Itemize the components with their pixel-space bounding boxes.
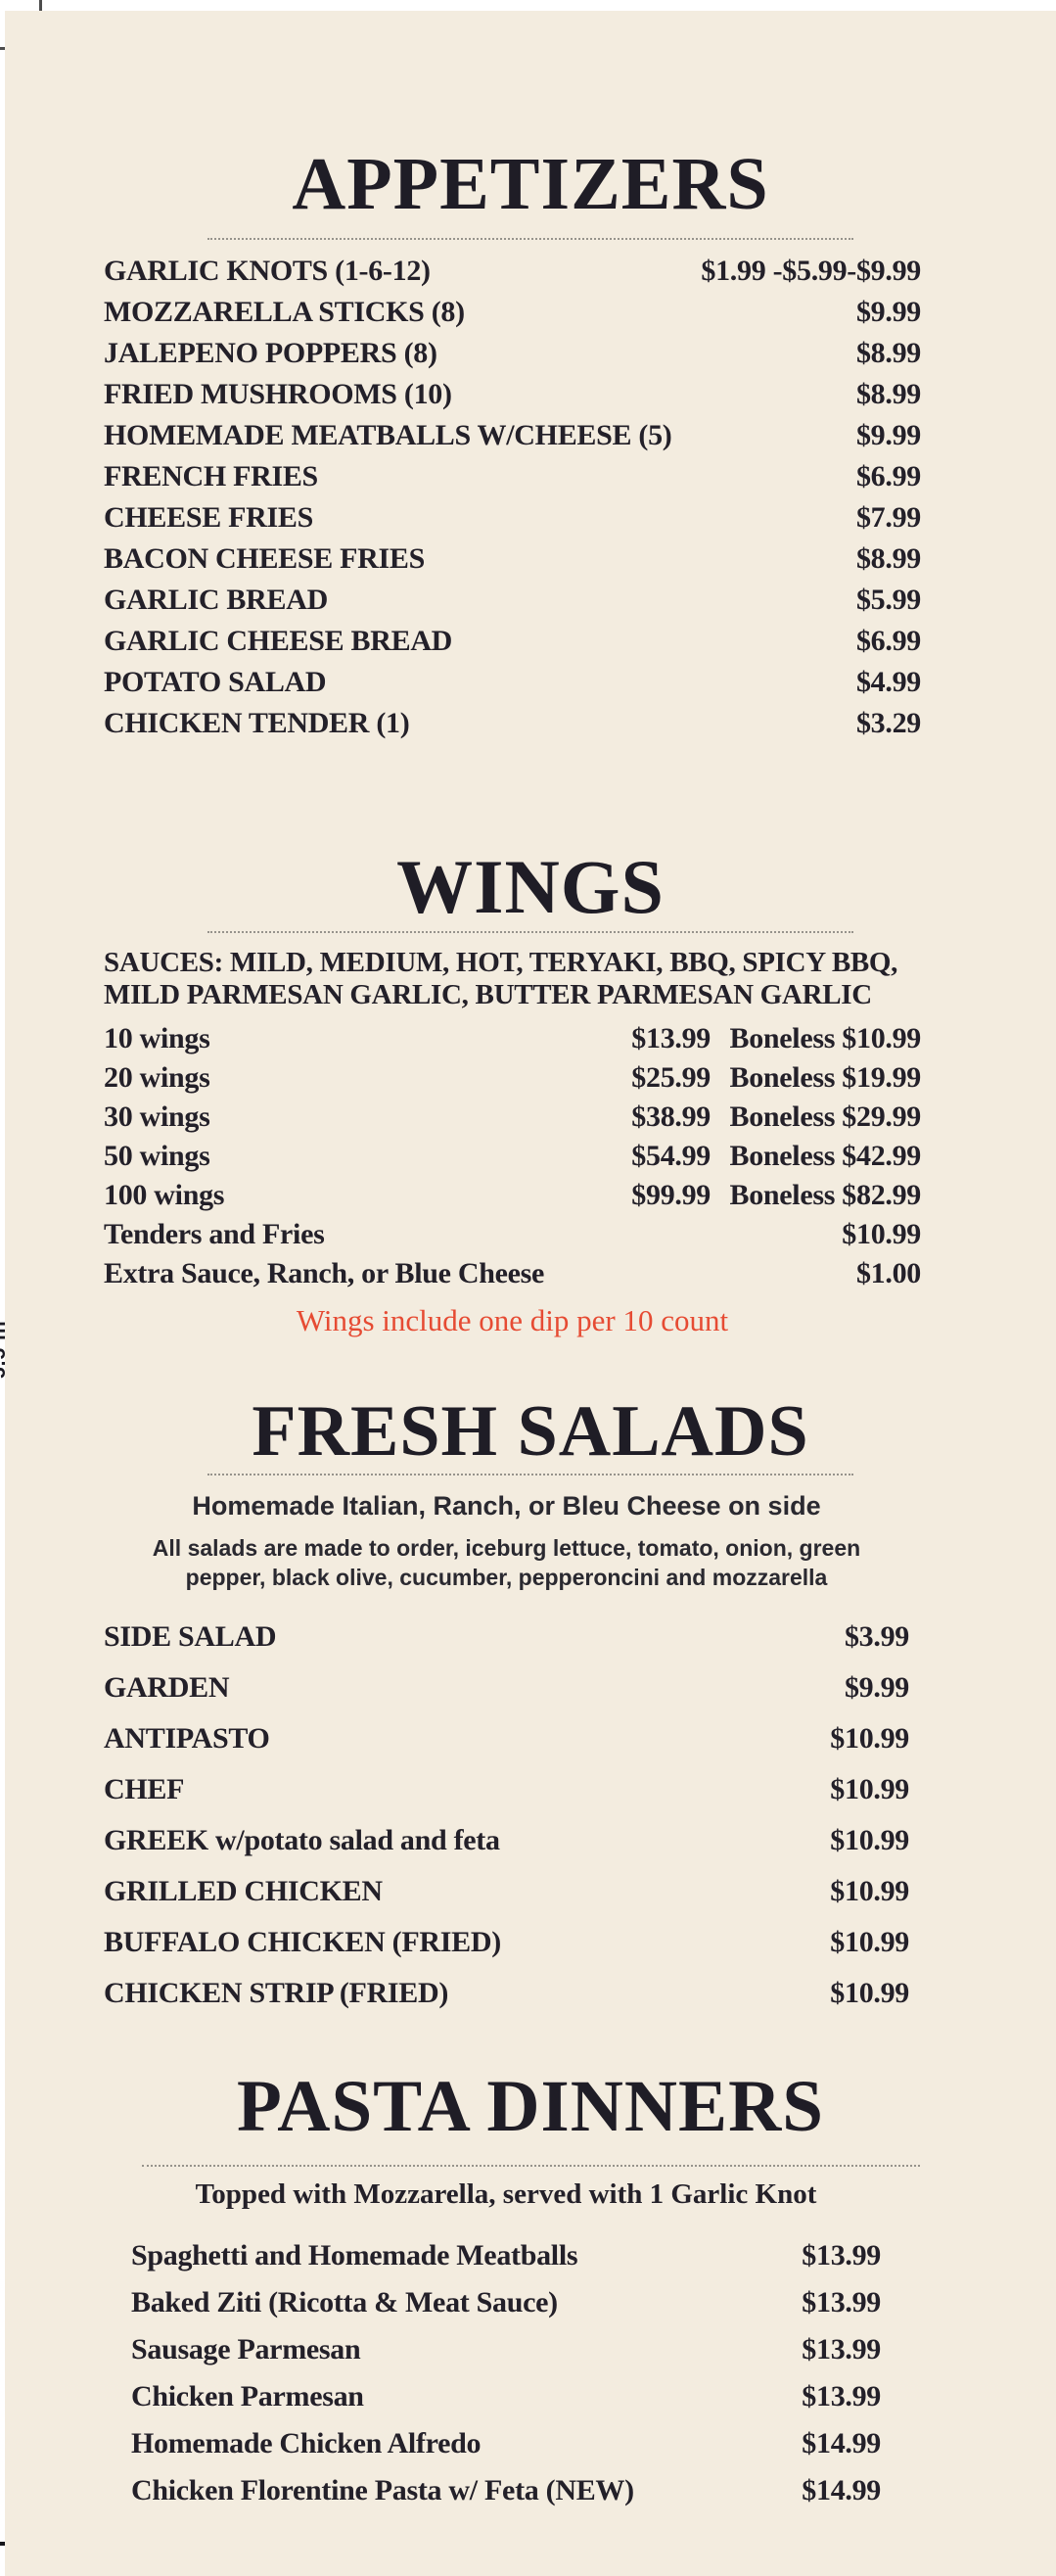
item-price: $10.99 [842, 1218, 921, 1250]
item-price: $5.99 [855, 584, 921, 616]
pasta-title: PASTA DINNERS [237, 2066, 824, 2147]
item-price: $10.99 [830, 1875, 909, 1907]
item-name: BUFFALO CHICKEN (FRIED) [104, 1926, 501, 1958]
item-price: $10.99 [830, 1926, 909, 1958]
item-name: MOZZARELLA STICKS (8) [104, 296, 465, 328]
item-name: Chicken Florentine Pasta w/ Feta (NEW) [131, 2474, 634, 2506]
item-name: BACON CHEESE FRIES [104, 542, 426, 575]
item-name: GARLIC CHEESE BREAD [104, 625, 453, 657]
item-boneless-price: Boneless $10.99 [729, 1022, 921, 1054]
sauces-line: MILD PARMESAN GARLIC, BUTTER PARMESAN GARLIC [104, 979, 872, 1010]
menu-item-row [131, 2326, 881, 2373]
item-price: $8.99 [855, 378, 921, 410]
section-pasta-dinners [5, 2066, 1056, 2514]
item-name: Spaghetti and Homemade Meatballs [131, 2239, 578, 2272]
wings-title: WINGS [396, 844, 665, 929]
item-price: $14.99 [802, 2474, 881, 2506]
item-name: CHICKEN TENDER (1) [104, 707, 410, 739]
section-divider [207, 238, 853, 240]
item-boneless-price: Boneless $82.99 [729, 1179, 921, 1211]
item-price: $10.99 [830, 1722, 909, 1755]
menu-item-row [104, 497, 921, 539]
menu-item-row [104, 1866, 909, 1917]
wings-row [104, 1137, 921, 1176]
item-price: $10.99 [830, 1977, 909, 2009]
item-price: $9.99 [855, 419, 921, 451]
item-name: 50 wings [104, 1140, 210, 1172]
wings-dip-note: Wings include one dip per 10 count [296, 1303, 729, 1337]
item-name: HOMEMADE MEATBALLS W/CHEESE (5) [104, 419, 672, 451]
item-price: $9.99 [855, 296, 921, 328]
menu-item-row [131, 2373, 881, 2420]
section-divider [142, 2165, 920, 2167]
item-price: $6.99 [855, 460, 921, 492]
menu-item-row [104, 1612, 909, 1663]
menu-item-row [104, 1663, 909, 1713]
item-name: CHEF [104, 1773, 185, 1805]
item-name: 20 wings [104, 1061, 210, 1094]
item-boneless-price: Boneless $29.99 [729, 1101, 921, 1133]
item-price: $3.99 [844, 1620, 909, 1653]
salads-dressings-note: Homemade Italian, Ranch, or Bleu Cheese on side [192, 1491, 821, 1521]
item-name: SIDE SALAD [104, 1620, 277, 1653]
wings-sauces-list [104, 947, 921, 1011]
item-name: POTATO SALAD [104, 666, 327, 698]
item-name: Homemade Chicken Alfredo [131, 2427, 482, 2459]
wings-row [104, 1019, 921, 1058]
menu-item-row [104, 621, 921, 662]
menu-item-row [104, 1764, 909, 1815]
section-appetizers [5, 143, 1056, 744]
item-price: $38.99 [631, 1101, 711, 1133]
item-price: $4.99 [855, 666, 921, 698]
menu-item-row [104, 1815, 909, 1866]
item-name: GARLIC KNOTS (1-6-12) [104, 255, 431, 287]
item-name: CHICKEN STRIP (FRIED) [104, 1977, 449, 2009]
menu-item-row [104, 456, 921, 497]
item-name: CHEESE FRIES [104, 501, 313, 534]
item-price: $99.99 [631, 1179, 711, 1211]
item-price: $54.99 [631, 1140, 711, 1172]
item-price: $14.99 [802, 2427, 881, 2459]
section-divider [207, 1474, 853, 1475]
menu-item-row [104, 1254, 921, 1293]
menu-item-row [104, 374, 921, 415]
section-divider [207, 931, 853, 933]
item-name: 30 wings [104, 1101, 210, 1133]
item-name: GREEK w/potato salad and feta [104, 1824, 500, 1856]
menu-item-row [104, 292, 921, 333]
item-name: Extra Sauce, Ranch, or Blue Cheese [104, 1257, 545, 1289]
salads-title: FRESH SALADS [252, 1391, 809, 1472]
item-name: Chicken Parmesan [131, 2380, 364, 2412]
menu-item-row [104, 415, 921, 456]
wings-row [104, 1058, 921, 1098]
item-name: GRILLED CHICKEN [104, 1875, 383, 1907]
menu-item-row [104, 251, 921, 292]
item-price: $10.99 [830, 1773, 909, 1805]
menu-item-row [104, 333, 921, 374]
item-name: GARLIC BREAD [104, 584, 328, 616]
menu-item-row [104, 1713, 909, 1764]
menu-item-row [104, 662, 921, 703]
salads-description: All salads are made to order, iceburg lettuce, tomato, onion, green pepper, black olive, cucumber, pepperoncini and mozzarella [152, 1535, 861, 1590]
item-name: 100 wings [104, 1179, 225, 1211]
item-price: $1.00 [855, 1257, 921, 1289]
item-price: $6.99 [855, 625, 921, 657]
menu-item-row [104, 1215, 921, 1254]
item-price: $3.29 [855, 707, 921, 739]
item-price: $13.99 [631, 1022, 711, 1054]
item-price: $7.99 [855, 501, 921, 534]
menu-item-row [104, 703, 921, 744]
item-boneless-price: Boneless $42.99 [729, 1140, 921, 1172]
item-price: $9.99 [844, 1671, 909, 1704]
item-boneless-price: Boneless $19.99 [729, 1061, 921, 1094]
item-price: $8.99 [855, 337, 921, 369]
wings-row [104, 1098, 921, 1137]
item-name: GARDEN [104, 1671, 230, 1704]
item-name: Baked Ziti (Ricotta & Meat Sauce) [131, 2286, 558, 2318]
item-price: $25.99 [631, 1061, 711, 1094]
item-price: $13.99 [802, 2239, 881, 2272]
sauces-line: SAUCES: MILD, MEDIUM, HOT, TERYAKI, BBQ, SPICY BBQ, [104, 947, 898, 978]
menu-item-row [104, 1968, 909, 2019]
item-name: JALEPENO POPPERS (8) [104, 337, 437, 369]
item-name: Tenders and Fries [104, 1218, 325, 1250]
item-price: $13.99 [802, 2380, 881, 2412]
section-wings [5, 844, 1056, 1338]
item-name: FRIED MUSHROOMS (10) [104, 378, 452, 410]
pasta-description: Topped with Mozzarella, served with 1 Garlic Knot [195, 2178, 817, 2210]
menu-item-row [104, 1917, 909, 1968]
wings-row [104, 1176, 921, 1215]
menu-item-row [131, 2232, 881, 2279]
section-fresh-salads [5, 1391, 1056, 2019]
menu-item-row [131, 2420, 881, 2467]
item-name: ANTIPASTO [104, 1722, 270, 1755]
item-price: $1.99 -$5.99-$9.99 [701, 255, 921, 287]
item-name: FRENCH FRIES [104, 460, 318, 492]
item-name: 10 wings [104, 1022, 210, 1054]
item-price: $13.99 [802, 2333, 881, 2365]
item-price: $13.99 [802, 2286, 881, 2318]
item-price: $8.99 [855, 542, 921, 575]
item-name: Sausage Parmesan [131, 2333, 361, 2365]
menu-page [5, 11, 1056, 2576]
appetizers-title: APPETIZERS [292, 143, 769, 225]
menu-item-row [104, 580, 921, 621]
menu-item-row [104, 539, 921, 580]
menu-item-row [131, 2467, 881, 2514]
menu-item-row [131, 2279, 881, 2326]
item-price: $10.99 [830, 1824, 909, 1856]
